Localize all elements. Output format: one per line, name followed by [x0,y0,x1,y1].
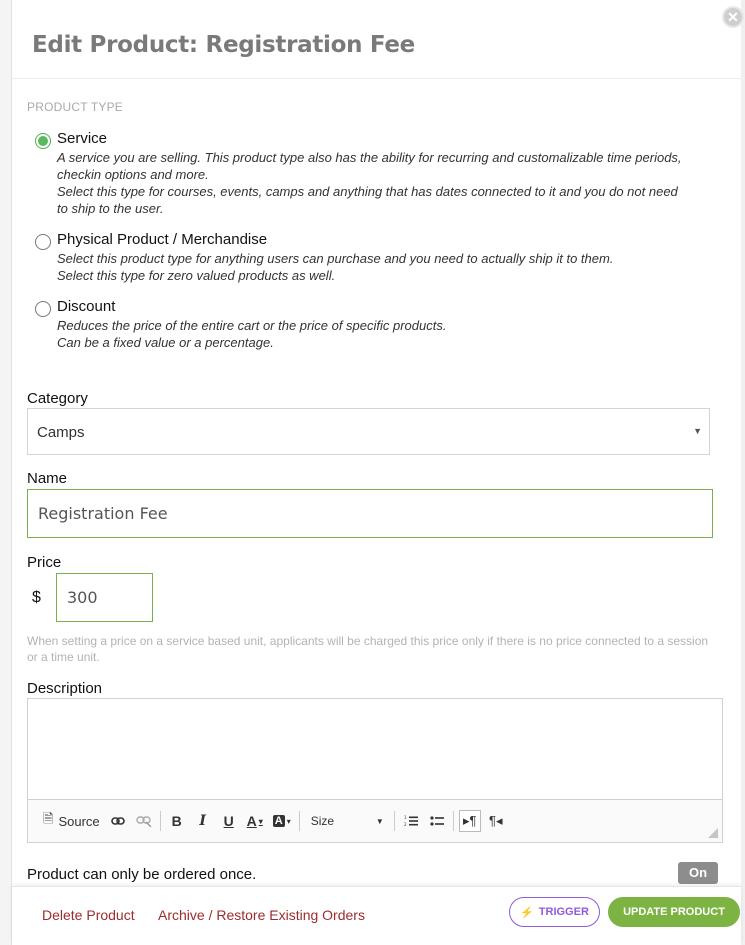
order-once-toggle[interactable]: On [678,862,718,884]
toolbar-divider [394,811,395,831]
background-color-button[interactable] [270,810,294,832]
name-input[interactable] [27,489,713,538]
category-select[interactable] [27,408,710,455]
rtl-direction-button[interactable]: ¶◂ [489,813,503,828]
chevron-down-icon: ▾ [258,816,263,826]
text-color-label: A [246,813,257,829]
italic-button[interactable]: I [199,813,206,829]
toolbar-divider [299,811,300,831]
trigger-button[interactable] [509,897,600,927]
trigger-button-label: TRIGGER [538,906,589,918]
price-label: Price [27,554,62,571]
name-input-value: Registration Fee [38,504,168,523]
lightning-icon: ⚡ [520,906,534,919]
bulleted-list-icon[interactable] [426,810,448,832]
physical-product-label[interactable]: Physical Product / Merchandise [57,231,268,248]
toolbar-divider [160,811,161,831]
chevron-down-icon: ▼ [375,816,384,826]
discount-description-2: Can be a fixed value or a percentage. [57,335,274,350]
link-icon[interactable] [107,810,129,832]
numbered-list-icon[interactable] [400,810,422,832]
source-button[interactable] [40,810,103,832]
font-size-select[interactable] [305,810,387,832]
source-button-label: Source [58,813,100,829]
discount-description: Reduces the price of the entire cart or the price of specific products. [57,318,447,333]
service-label[interactable]: Service [57,130,108,147]
editor-toolbar [28,800,722,842]
description-label: Description [27,680,103,697]
background-color-label: A [274,815,283,827]
order-once-label: Product can only be ordered once. [27,866,257,883]
discount-radio[interactable] [35,301,51,317]
physical-product-description: Select this product type for anything users can purchase and you need to actually ship it to them. [57,251,614,266]
discount-label[interactable]: Discount [57,298,116,315]
description-editor [27,698,723,843]
service-description-2: Select this type for courses, events, camps and anything that has dates connected to it and you do not need to ship to the user. [57,184,678,216]
modal-title: Edit Product: Registration Fee [32,32,415,58]
resize-handle[interactable] [708,828,718,838]
physical-product-radio[interactable] [35,234,51,250]
physical-product-description-2: Select this type for zero valued products as well. [57,268,336,283]
toolbar-divider [453,811,454,831]
price-help-text: When setting a price on a service based unit, applicants will be charged this price only if there is no price connected to a session or a time unit. [27,634,709,664]
delete-product-link[interactable]: Delete Product [42,907,135,923]
service-description: A service you are selling. This product type also has the ability for recurring and customalizable time periods, checkin options and more. [57,150,682,182]
chevron-down-icon: ▾ [286,816,291,826]
bold-button[interactable]: B [171,813,182,829]
ltr-direction-button[interactable]: ▸¶ [459,810,481,832]
price-input[interactable] [56,573,153,622]
unlink-icon[interactable] [133,810,155,832]
title-divider [12,78,741,79]
service-radio[interactable] [35,133,51,149]
name-label: Name [27,470,68,487]
text-color-button[interactable] [244,810,266,832]
update-product-button[interactable]: UPDATE PRODUCT [608,897,740,927]
close-icon[interactable]: ✕ [722,6,744,28]
currency-symbol: $ [32,589,41,606]
source-icon: 🗎 [43,811,54,826]
font-size-label: Size [310,814,335,828]
price-input-value: 300 [67,588,98,607]
underline-button[interactable]: U [223,813,234,829]
svg-text:2: 2 [403,822,407,827]
product-type-heading: PRODUCT TYPE [27,100,123,114]
svg-text:1: 1 [403,815,407,820]
archive-restore-link[interactable]: Archive / Restore Existing Orders [158,907,365,923]
chevron-down-icon: ▼ [693,426,702,436]
description-textarea[interactable] [28,699,722,800]
category-value: Camps [37,424,85,441]
background-edge [741,0,745,945]
category-label: Category [27,390,88,407]
background-page [0,0,12,945]
